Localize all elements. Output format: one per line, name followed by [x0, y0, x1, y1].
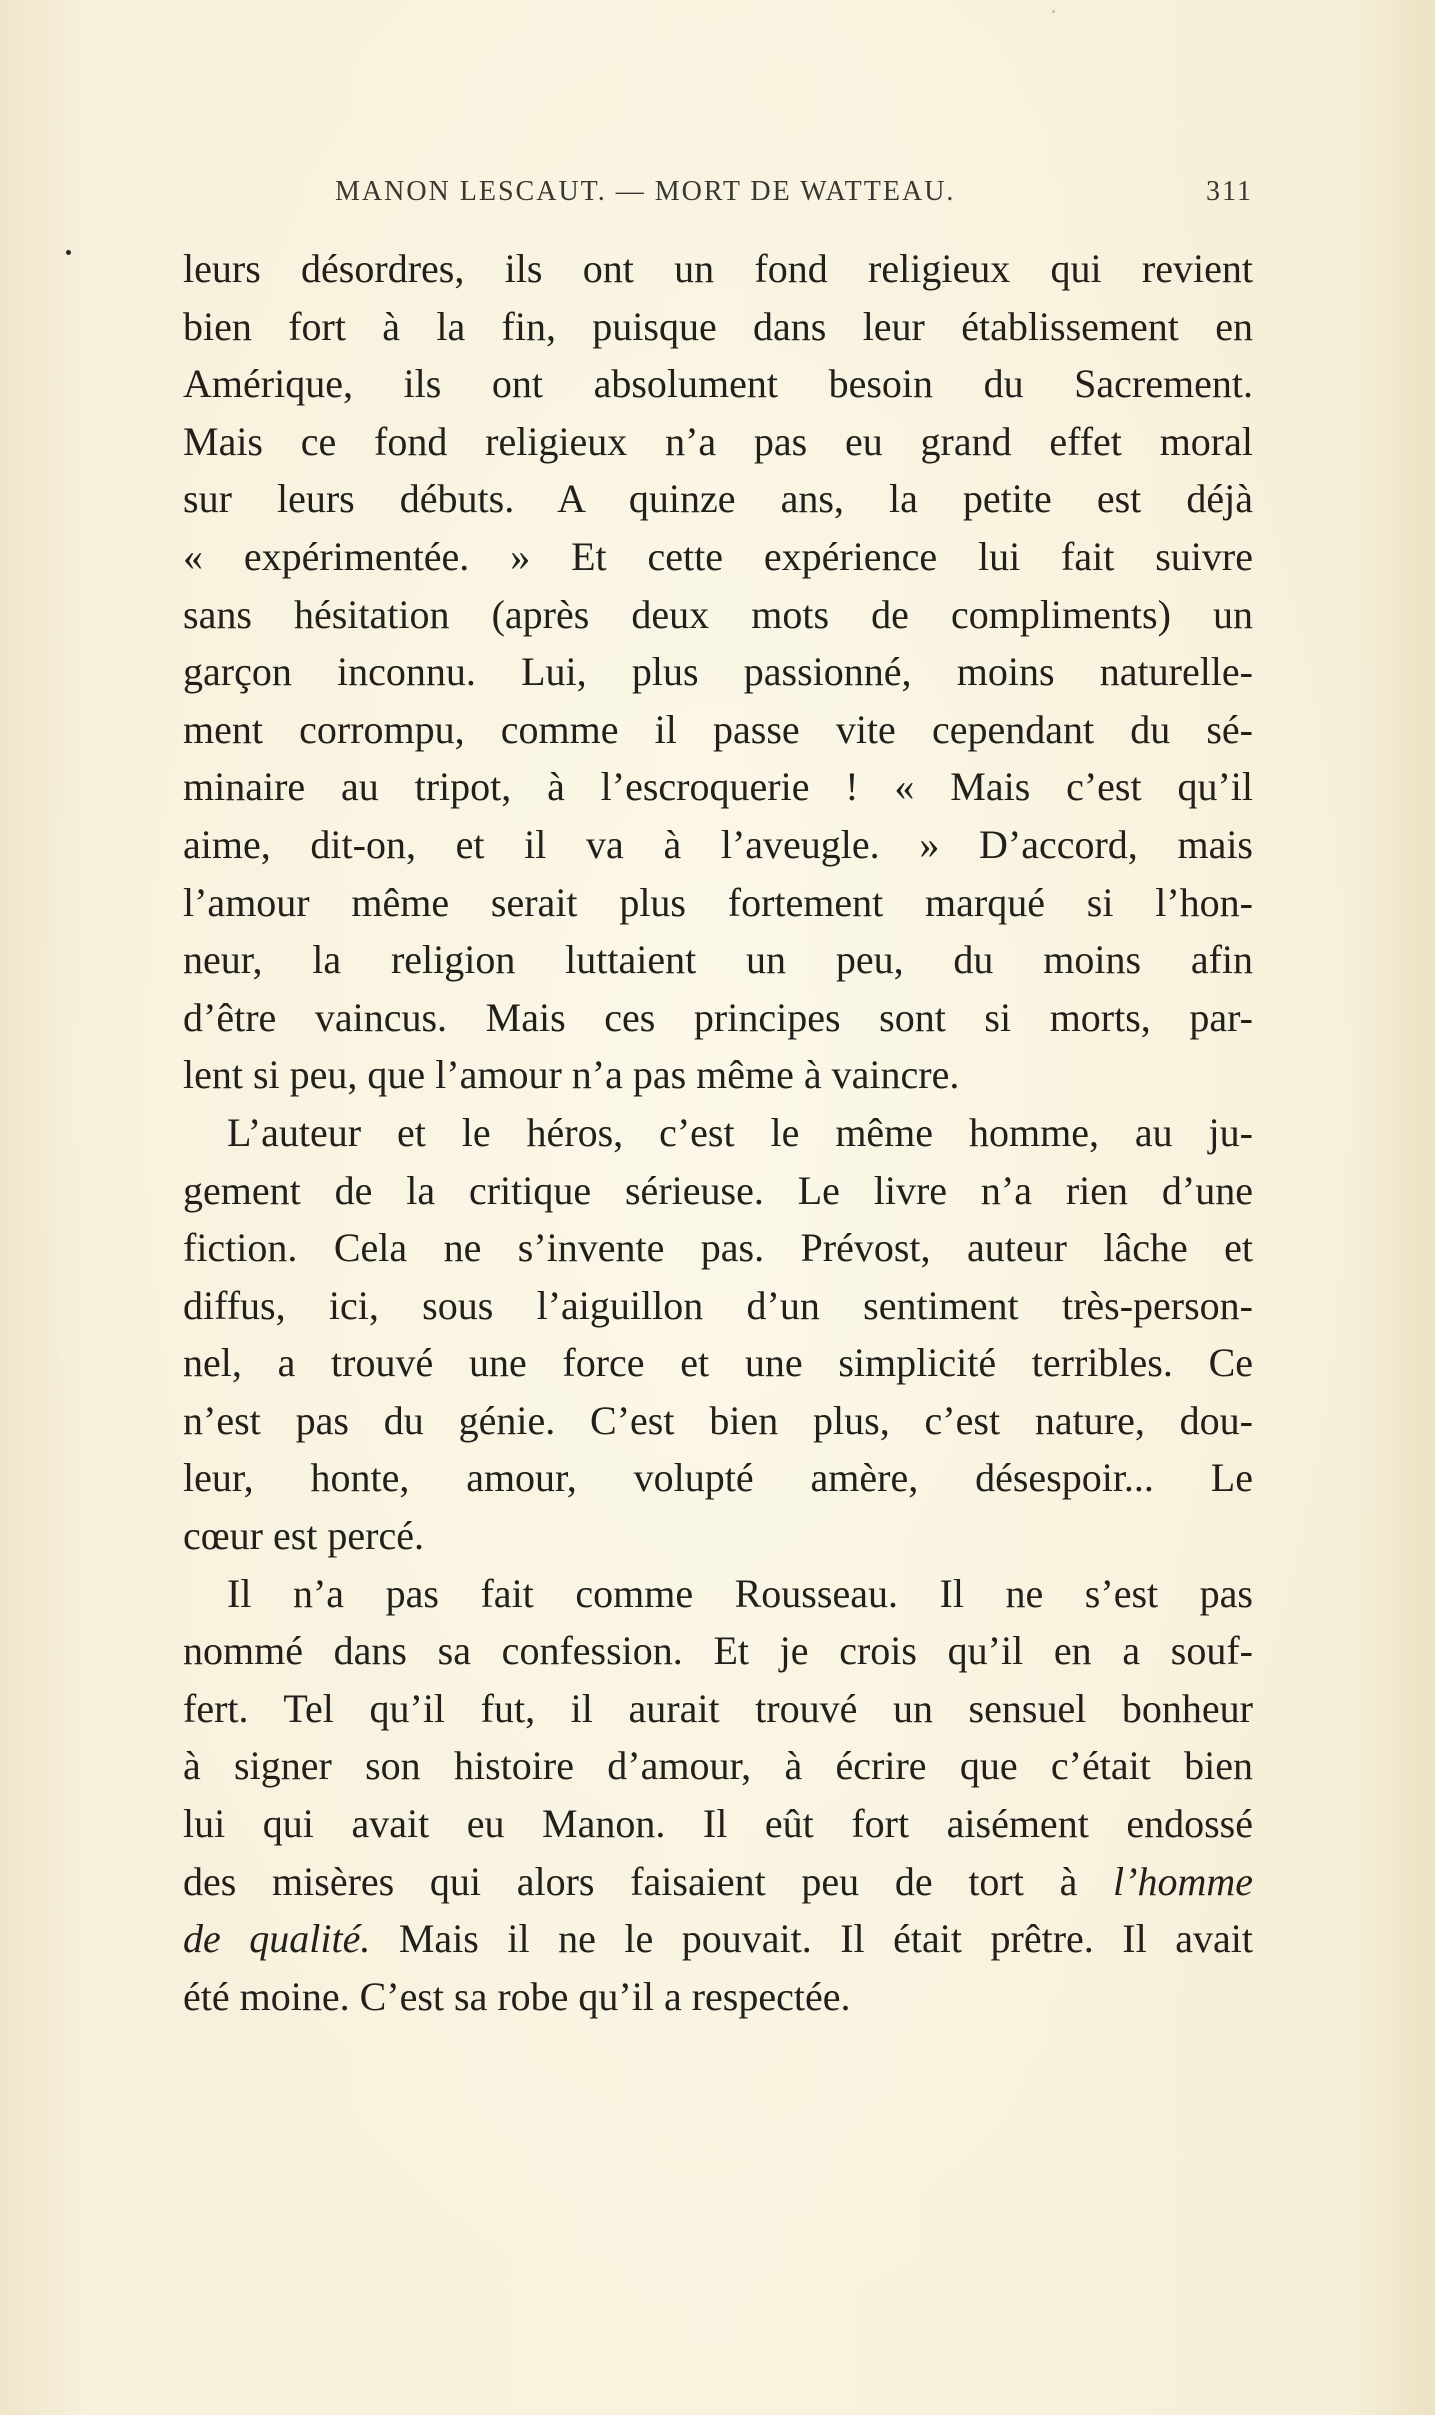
text-line: Amérique, ils ont absolument besoin du Sacrement. [183, 361, 1253, 407]
text-line: L’auteur et le héros, c’est le même homme, au ju- [227, 1109, 1253, 1155]
text-line: ment corrompu, comme il passe vite cependant du sé- [183, 706, 1253, 752]
text-line: « expérimentée. » Et cette expérience lui fait suivre [183, 533, 1253, 579]
print-speck [66, 250, 71, 255]
text-line: lui qui avait eu Manon. Il eût fort aisément endossé [183, 1801, 1253, 1847]
text-line [183, 1853, 1253, 1911]
body-text [183, 240, 1253, 2025]
text-line: nel, a trouvé une force et une simplicité terribles. Ce [183, 1340, 1253, 1386]
text-line: neur, la religion luttaient un peu, du moins afin [183, 937, 1253, 983]
text-line: Mais ce fond religieux n’a pas eu grand effet moral [183, 418, 1253, 464]
text-line: leurs désordres, ils ont un fond religieux qui revient [183, 246, 1253, 291]
running-title: MANON LESCAUT. — MORT DE WATTEAU. [335, 176, 956, 207]
print-speck [1052, 10, 1055, 13]
text-line: leur, honte, amour, volupté amère, désespoir... Le [183, 1455, 1253, 1501]
text-line: bien fort à la fin, puisque dans leur établissement en [183, 303, 1253, 349]
running-header [183, 176, 1253, 216]
text-line: n’est pas du génie. C’est bien plus, c’est nature, dou- [183, 1397, 1253, 1443]
italic-phrase: l’homme [1113, 1858, 1254, 1904]
text-line [183, 1910, 1253, 1968]
text-line: fiction. Cela ne s’invente pas. Prévost, auteur lâche et [183, 1225, 1253, 1271]
italic-phrase: de qualité. [183, 1916, 371, 1962]
text-line: à signer son histoire d’amour, à écrire que c’était bien [183, 1743, 1253, 1789]
text-line: sans hésitation (après deux mots de compliments) un [183, 591, 1253, 637]
text-line: l’amour même serait plus fortement marqué si l’hon- [183, 879, 1253, 925]
text-line: aime, dit-on, et il va à l’aveugle. » D’accord, mais [183, 821, 1253, 867]
text-line: fert. Tel qu’il fut, il aurait trouvé un sensuel bonheur [183, 1685, 1253, 1731]
text-line: minaire au tripot, à l’escroquerie ! « Mais c’est qu’il [183, 764, 1253, 810]
text-line: sur leurs débuts. A quinze ans, la petite est déjà [183, 476, 1253, 522]
text-line: lent si peu, que l’amour n’a pas même à vaincre. [183, 1052, 960, 1098]
text-run: des misères qui alors faisaient peu de tort à [183, 1858, 1078, 1904]
text-line: gement de la critique sérieuse. Le livre n’a rien d’une [183, 1167, 1253, 1213]
text-line: d’être vaincus. Mais ces principes sont si morts, par- [183, 994, 1253, 1040]
page-number: 311 [1206, 176, 1253, 207]
text-line: garçon inconnu. Lui, plus passionné, moins naturelle- [183, 649, 1253, 695]
text-line: Il n’a pas fait comme Rousseau. Il ne s’est pas [227, 1570, 1253, 1616]
text-line: été moine. C’est sa robe qu’il a respectée. [183, 1973, 851, 2019]
text-line: cœur est percé. [183, 1513, 424, 1559]
text-line: diffus, ici, sous l’aiguillon d’un sentiment très-person- [183, 1282, 1253, 1328]
text-line: nommé dans sa confession. Et je crois qu’il en a souf- [183, 1628, 1253, 1674]
text-run: Mais il ne le pouvait. Il était prêtre. Il avait [370, 1916, 1253, 1962]
